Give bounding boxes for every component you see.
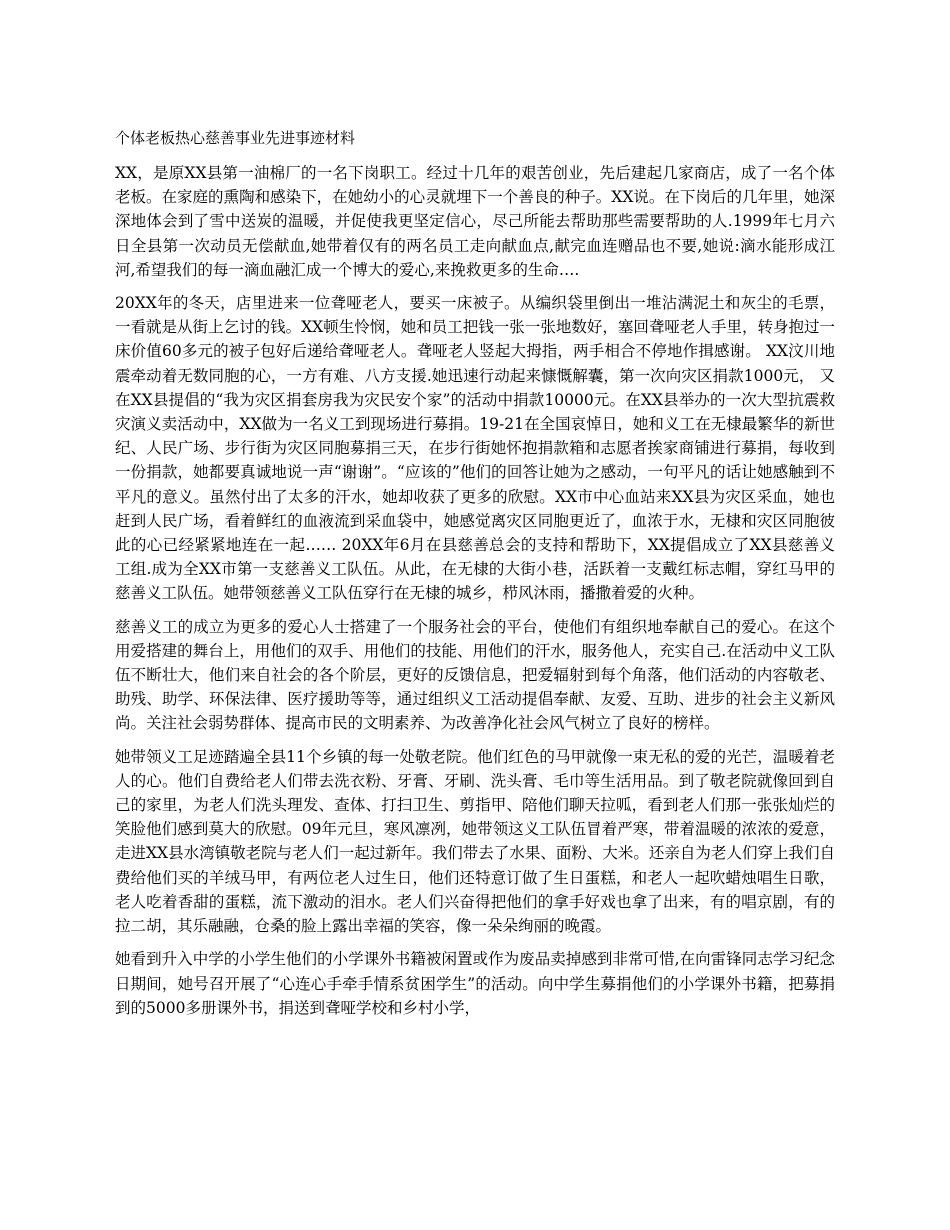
paragraph-2: 20XX年的冬天，店里进来一位聋哑老人，要买一床被子。从编织袋里倒出一堆沾满泥土和灰尘的毛票，一看就是从街上乞讨的钱。XX顿生怜悯，她和员工把钱一张一张地数好，塞回聋哑老人手里，转身抱过一床价值60多元的被子包好后递给聋哑老人。聋哑老人竖起大拇指，两手相合不停地作揖感谢。 XX汶川地震牵动着无数同胞的心，一方有难、八方支援.她迅速行动起来慷慨解囊，第一次向灾区捐款1000元， 又在XX县提倡的“我为灾区捐套房我为灾民安个家”的活动中捐款10000元。在XX县举办的一次大型抗震救灾演义卖活动中，XX做为一名义工到现场进行募捐。19-21在全国哀悼日，她和义工在无棣最繁华的新世纪、人民广场、步行街为灾区同胞募捐三天，在步行街她怀抱捐款箱和志愿者挨家商铺进行募捐，每收到一份捐款，她都要真诚地说一声“谢谢”。“应该的”他们的回答让她为之感动，一句平凡的话让她感触到不平凡的意义。虽然付出了太多的汗水，她却收获了更多的欣慰。XX市中心血站来XX县为灾区采血，她也赶到人民广场，看着鲜红的血液流到采血袋中，她感觉离灾区同胞更近了，血浓于水，无棣和灾区同胞彼此的心已经紧紧地连在一起…… 20XX年6月在县慈善总会的支持和帮助下，XX提倡成立了XX县慈善义工组.成为全XX市第一支慈善义工队伍。从此，在无棣的大街小巷，活跃着一支戴红标志帽，穿红马甲的慈善义工队伍。她带领慈善义工队伍穿行在无棣的城乡，栉风沐雨，播撒着爱的火种。 <box>115 294 835 603</box>
document-title: 个体老板热心慈善事业先进事迹材料 <box>115 129 356 147</box>
paragraph-4: 她带领义工足迹踏遍全县11个乡镇的每一处敬老院。他们红色的马甲就像一束无私的爱的光芒，温暖着老人的心。他们自费给老人们带去洗衣粉、牙膏、牙刷、洗头膏、毛巾等生活用品。到了敬老院就像回到自己的家里，为老人们洗头理发、查体、打扫卫生、剪指甲、陪他们聊天拉呱，看到老人们那一张张灿烂的笑脸他们感到莫大的欣慰。09年元旦，寒风凛冽，她带领这义工队伍冒着严寒，带着温暖的浓浓的爱意，走进XX县水湾镇敬老院与老人们一起过新年。我们带去了水果、面粉、大米。还亲自为老人们穿上我们自费给他们买的羊绒马甲，有两位老人过生日，他们还特意订做了生日蛋糕，和老人一起吹蜡烛唱生日歌，老人吃着香甜的蛋糕，流下激动的泪水。老人们兴奋得把他们的拿手好戏也拿了出来，有的唱京剧，有的拉二胡，其乐融融，仓桑的脸上露出幸福的笑容，像一朵朵绚丽的晚霞。 <box>115 747 835 936</box>
paragraph-5: 她看到升入中学的小学生他们的小学课外书籍被闲置或作为废品卖掉感到非常可惜,在向雷锋同志学习纪念日期间，她号召开展了“心连心手牵手情系贫困学生”的活动。向中学生募捐他们的小学课外书籍，把募捐到的5000多册课外书，捐送到聋哑学校和乡村小学， <box>115 950 835 1017</box>
paragraph-1: XX，是原XX县第一油棉厂的一名下岗职工。经过十几年的艰苦创业，先后建起几家商店，成了一名个体老板。在家庭的熏陶和感染下，在她幼小的心灵就埋下一个善良的种子。XX说。在下岗后的几年里，她深深地体会到了雪中送炭的温暖，并促使我更坚定信心，尽己所能去帮助那些需要帮助的人.1999年七月六日全县第一次动员无偿献血,她带着仅有的两名员工走向献血点,献完血连赠品也不要,她说:滴水能形成江河,希望我们的每一滴血融汇成一个博大的爱心,来挽救更多的生命…. <box>115 164 835 279</box>
document-page <box>115 127 835 1029</box>
paragraph-3: 慈善义工的成立为更多的爱心人士搭建了一个服务社会的平台，使他们有组织地奉献自己的爱心。在这个用爱搭建的舞台上，用他们的双手、用他们的技能、用他们的汗水，服务他人，充实自己.在活动中义工队伍不断壮大，他们来自社会的各个阶层，更好的反馈信息，把爱辐射到每个角落，他们活动的内容敬老、助残、助学、环保法律、医疗援助等等，通过组织义工活动提倡奉献、友爱、互助、进步的社会主义新风尚。关注社会弱势群体、提高市民的文明素养、为改善净化社会风气树立了良好的榜样。 <box>115 617 835 733</box>
